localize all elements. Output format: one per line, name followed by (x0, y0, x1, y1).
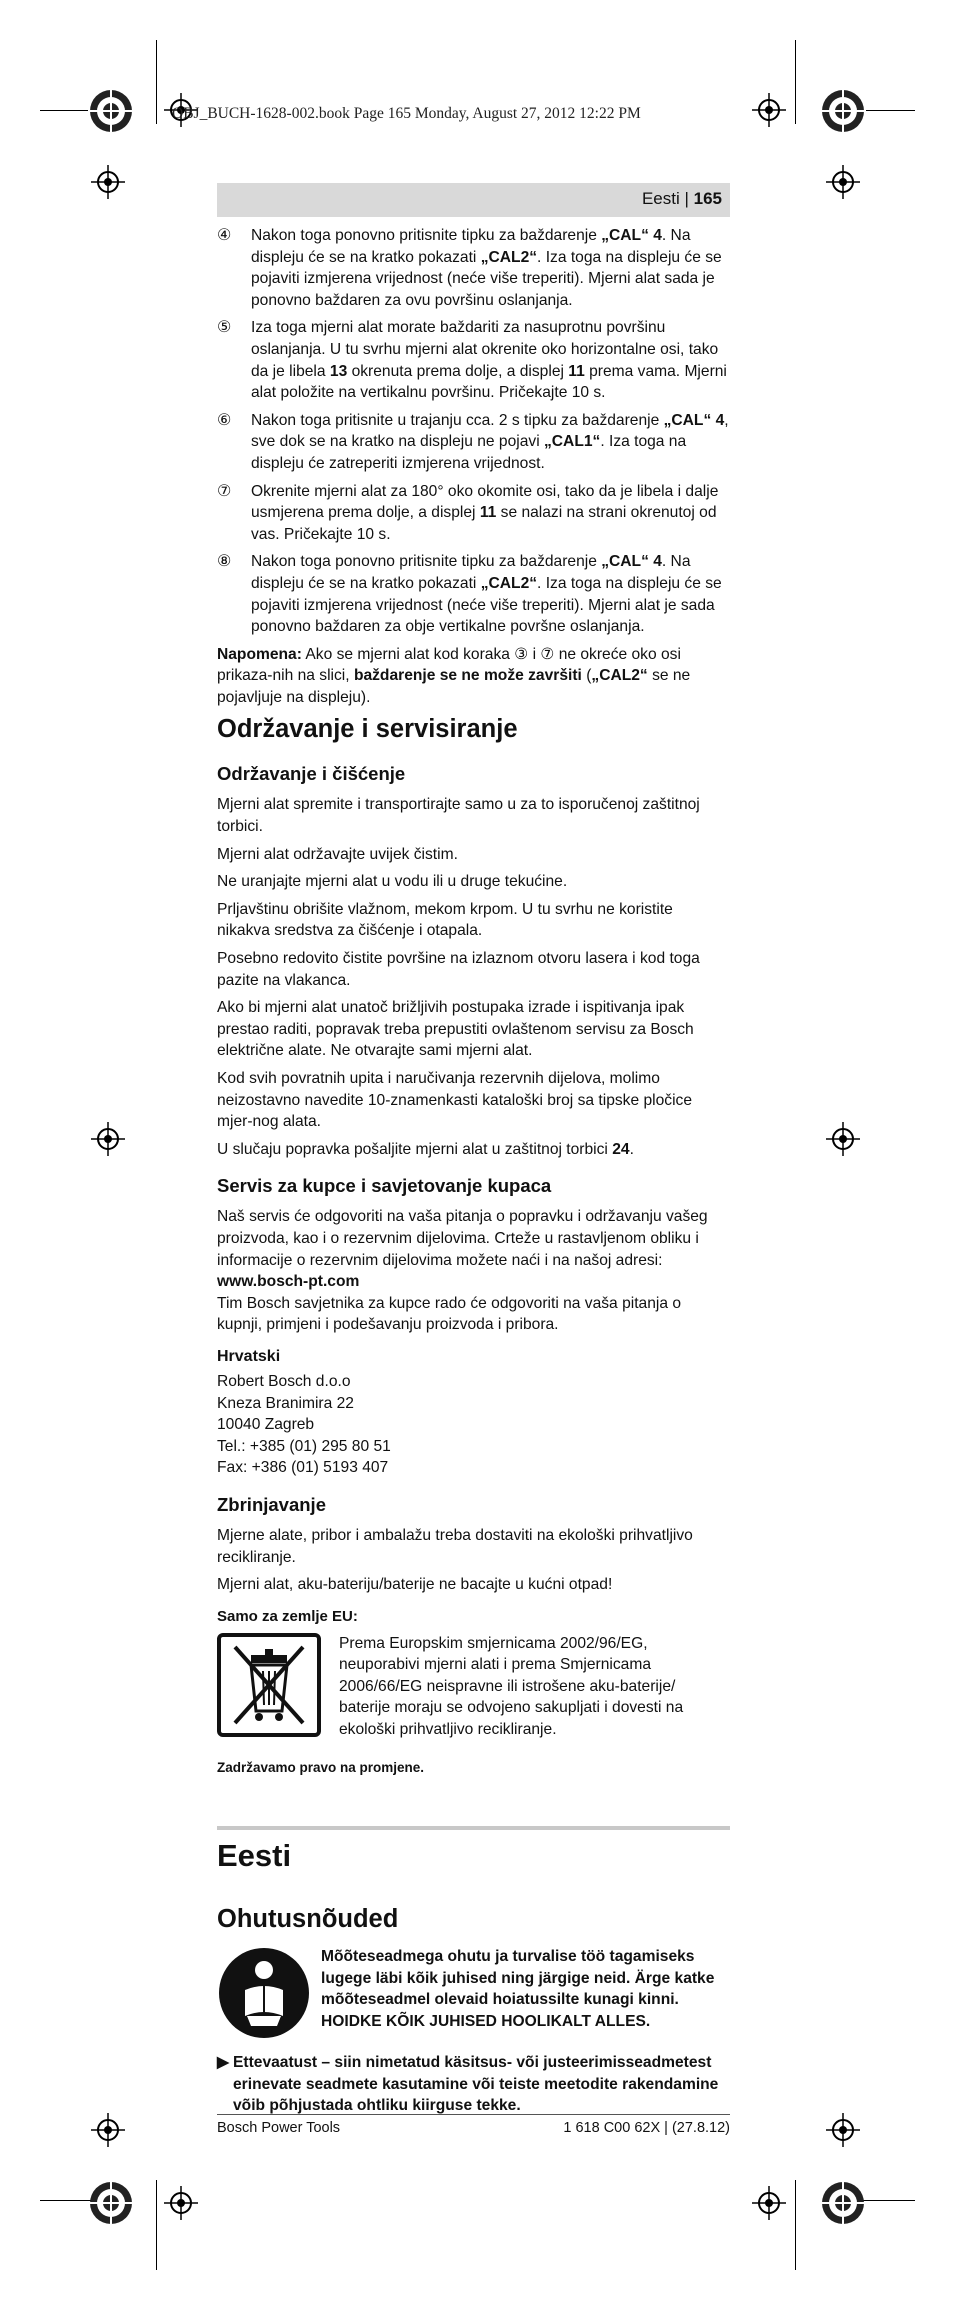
step-item (217, 317, 730, 403)
paragraph: Prljavštinu obrišite vlažnom, mekom krpom. U tu svrhu ne koristite nikakva sredstva za čišćenje i otapala. (217, 900, 673, 940)
section-divider (217, 1826, 730, 1830)
warning-item (217, 2052, 730, 2117)
crosshair-mark-icon (91, 1122, 125, 1156)
eu-heading: Samo za zemlje EU: (217, 1607, 358, 1625)
safety-block (217, 1946, 730, 2040)
running-head-separator: | (679, 189, 694, 208)
step-item (217, 551, 730, 637)
address-line: Kneza Branimira 22 (217, 1394, 354, 1412)
paragraph: Posebno redovito čistite površine na izlaznom otvoru lasera i kod toga pazite na vlakanca. (217, 950, 700, 989)
page-footer (217, 2120, 730, 2136)
step-item (217, 410, 730, 475)
crosshair-mark-icon (164, 2186, 198, 2220)
print-slug: OBJ_BUCH-1628-002.book Page 165 Monday, August 27, 2012 12:22 PM (172, 105, 641, 122)
crosshair-mark-icon (826, 165, 860, 199)
step-number: ⑦ (217, 482, 232, 500)
crosshair-mark-icon (752, 93, 786, 127)
paragraph: Ako bi mjerni alat unatoč brižljivih postupaka izrade i ispitivanja ipak prestao raditi, popravak treba prepustiti ovlaštenom servisu za Bosch električne alate. Ne otvarajte sami mjerni alat. (217, 999, 694, 1060)
bullet-arrow-icon: ▶ (217, 2054, 229, 2072)
page-number: 165 (693, 189, 722, 208)
warning-text: Ettevaatust – siin nimetatud käsitsus- või justeerimisseadmetest erinevate seadmete kasutamine või teiste meetodite rakendamine võib põhjustada ohtliku kiirguse tekke. (233, 2054, 719, 2115)
calibration-note: Napomena: Ako se mjerni alat kod koraka ③ i ⑦ ne okreće oko osi prikaza-nih na slici, baždarenje se ne može završiti („CAL2“ se ne pojavljuje na displeju). (217, 645, 691, 706)
main-column (217, 225, 730, 2117)
step-text: Iza toga mjerni alat morate baždariti za nasuprotnu površinu oslanjanja. U tu svrhu mjerni alat okrenite oko horizontalne osi, tako da je libela 13 okrenuta prema dolje, a displej 11 prema vama. Mjerni alat položite na vertikalnu površinu. Pričekajte 10 s. (251, 319, 727, 402)
step-text: Nakon toga ponovno pritisnite tipku za baždarenje „CAL“ 4. Na displeju će se na kratko pokazati „CAL2“. Iza toga na displeju će se pojaviti izmjerena vrijednost (neće više treperiti). Mjerni alat sada je ponovno baždaren za ovu površinu oslanjanja. (251, 227, 722, 309)
step-number: ④ (217, 227, 232, 244)
reserved-notice: Zadržavamo pravo na promjene. (217, 1759, 425, 1775)
page-header-bar (217, 183, 730, 217)
step-item (217, 481, 730, 546)
section-title-maintenance: Održavanje i servisiranje (217, 715, 518, 744)
step-number: ⑥ (217, 411, 232, 429)
country-heading: Hrvatski (217, 1347, 281, 1365)
paragraph: Ne uranjajte mjerni alat u vodu ili u druge tekućine. (217, 873, 568, 891)
crosshair-mark-icon (826, 1122, 860, 1156)
paragraph: Mjerni alat održavajte uvijek čistim. (217, 845, 458, 863)
crosshair-mark-icon (826, 2113, 860, 2147)
fax-line: Fax: +386 (01) 5193 407 (217, 1459, 389, 1477)
bosch-website-link: www.bosch-pt.com (217, 1273, 360, 1291)
step-text: Okrenite mjerni alat za 180° oko okomite osi, tako da je libela i dalje usmjerena prema dolje, a displej 11 se nalazi na strani okrenutoj od vas. Pričekajte 10 s. (251, 482, 719, 543)
service-paragraph: Naš servis će odgovoriti na vaša pitanja o popravku i održavanju vašeg proizvoda, kao i o rezervnim dijelovima. Crteže u rastavljenom obliku i informacije o rezervnim dijelovima možete naći i na našoj adresi: www.bosch-pt.com Tim Bosch savjetnika za kupce rado će odgovoriti na vaša pitanja o kupnji, primjeni i podešavanju proizvoda i pribora. (217, 1208, 708, 1334)
subsection-title-service: Servis za kupce i savjetovanje kupaca (217, 1175, 552, 1197)
language-title-eesti: Eesti (217, 1838, 292, 1874)
crossed-out-wheelie-bin-icon (217, 1633, 321, 1737)
address-line: Robert Bosch d.o.o (217, 1372, 351, 1390)
crosshair-mark-icon (91, 165, 125, 199)
weee-block (217, 1633, 730, 1741)
footer-rule (217, 2114, 730, 2115)
running-head-language: Eesti (641, 189, 680, 208)
section-title-safety: Ohutusnõuded (217, 1905, 399, 1934)
service-address (217, 1371, 730, 1479)
calibration-steps (217, 225, 730, 638)
phone-line: Tel.: +385 (01) 295 80 51 (217, 1437, 391, 1455)
address-line: 10040 Zagreb (217, 1416, 315, 1434)
registration-mark-icon (88, 88, 134, 134)
safety-instructions: Mõõteseadmega ohutu ja turvalise töö tagamiseks lugege läbi kõik juhised ning järgige neid. Ärge katke mõõteseadmel olevaid hoiatussilte kunagi kinni. HOIDKE KÕIK JUHISED HOOLIKALT ALLES. (321, 1948, 715, 2031)
paragraph: Mjerni alat spremite i transportirajte samo u za to isporučenoj zaštitnoj torbici. (217, 796, 700, 836)
weee-text: Prema Europskim smjernicama 2002/96/EG, neuporabivi mjerni alati i prema Smjernicama 2006/66/EG neispravne ili istrošene aku-baterije/ baterije moraju se odvojeno sakupljati i dovesti na ekološki prihvatljivo recikliranje. (339, 1634, 684, 1739)
crosshair-mark-icon (752, 2186, 786, 2220)
footer-brand: Bosch Power Tools (217, 2120, 341, 2136)
step-text: Nakon toga ponovno pritisnite tipku za baždarenje „CAL“ 4. Na displeju će se na kratko pokazati „CAL2“. Iza toga na displeju će se pojaviti izmjerena vrijednost (neće više treperiti). Mjerni alat je sada ponovno baždaren za obje vertikalne površne oslanjanja. (251, 553, 722, 636)
crosshair-mark-icon (91, 2113, 125, 2147)
paragraph: Mjerne alate, pribor i ambalažu treba dostaviti na ekološki prihvatljivo recikliranje. (217, 1526, 693, 1566)
step-text: Nakon toga pritisnite u trajanju cca. 2 s tipku za baždarenje „CAL“ 4, sve dok se na kratko na displeju ne pojavi „CAL1“. Iza toga na displeju će zatreperiti izmjerena vrijednost. (251, 411, 729, 472)
footer-doc-id: 1 618 C00 62X | (27.8.12) (563, 2120, 730, 2136)
repair-paragraph: U slučaju popravka pošaljite mjerni alat u zaštitnoj torbici 24. (217, 1140, 634, 1158)
paragraph: Kod svih povratnih upita i naručivanja rezervnih dijelova, molimo neizostavno navedite 10-znamenkasti kataloški broj sa tipske pločice mjer-nog alata. (217, 1070, 693, 1131)
read-manual-icon (217, 1946, 311, 2040)
subsection-title-disposal: Zbrinjavanje (217, 1493, 326, 1515)
registration-mark-icon (88, 2180, 134, 2226)
step-number: ⑧ (217, 553, 232, 571)
running-head (642, 189, 722, 209)
step-item (217, 225, 730, 311)
step-number: ⑤ (217, 319, 232, 337)
registration-mark-icon (820, 2180, 866, 2226)
subsection-title-cleaning: Održavanje i čišćenje (217, 763, 406, 785)
registration-mark-icon (820, 88, 866, 134)
paragraph: Mjerni alat, aku-bateriju/baterije ne bacajte u kućni otpad! (217, 1576, 613, 1594)
